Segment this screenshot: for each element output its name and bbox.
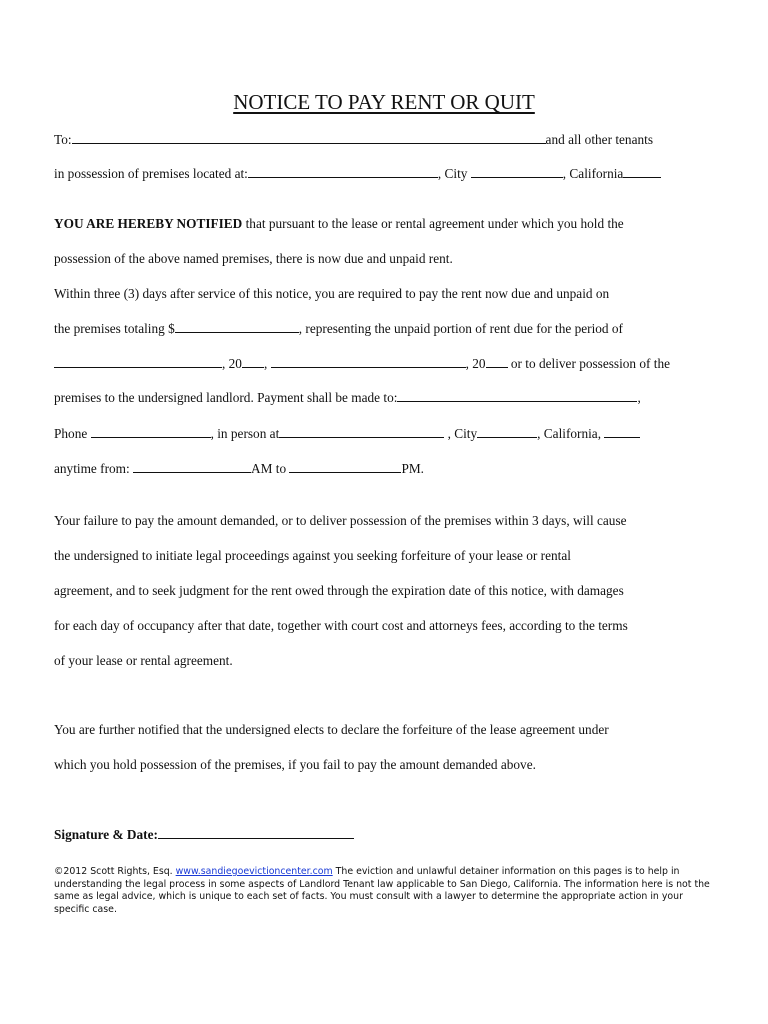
notice-line-3: Within three (3) days after service of this notice, you are required to pay the rent now due and unpaid on [54,286,610,301]
signature-blank[interactable] [158,826,354,839]
period-start-blank[interactable] [54,355,222,368]
failure-line-5: of your lease or rental agreement. [54,653,233,668]
signature-line [54,826,734,844]
footer-disclaimer: ©2012 Scott Rights, Esq. www.sandiegoevictioncenter.com The eviction and unlawful detainer information on this pages is to help in understanding the legal process in some aspects of Landlord Tenant law applicable to San Diego, California. The information here is not the same as legal advice, which is unique to each set of facts. You must consult with a lawyer to determine the appropriate action in your specific case. [54,866,710,915]
further-line-1: You are further notified that the undersigned elects to declare the forfeiture of the lease agreement under [54,722,609,737]
notice-line-8: anytime from: AM to PM. [54,461,424,476]
premises-city-blank[interactable] [471,165,563,178]
notice-line-4: the premises totaling $ , representing the unpaid portion of rent due for the period of [54,321,623,336]
in-person-address-blank[interactable] [279,425,444,438]
failure-line-1: Your failure to pay the amount demanded, or to deliver possession of the premises within 3 days, will cause [54,513,627,528]
notice-line-1: YOU ARE HEREBY NOTIFIED that pursuant to the lease or rental agreement under which you hold the [54,216,624,231]
time-from-blank[interactable] [133,460,251,473]
premises-address-blank[interactable] [248,165,438,178]
further-line-2: which you hold possession of the premises, if you fail to pay the amount demanded above. [54,757,536,772]
time-to-blank[interactable] [289,460,401,473]
notified-lead: YOU ARE HEREBY NOTIFIED [54,216,243,231]
notice-line-5: , 20 , , 20 or to deliver possession of the [54,355,734,373]
signature-label: Signature & Date: [54,827,158,842]
notice-line-7: Phone , in person at , City , California, [54,425,734,443]
period-end-blank[interactable] [271,355,466,368]
payee-blank[interactable] [397,389,637,402]
payment-zip-blank[interactable] [604,425,640,438]
premises-line: in possession of premises located at: , City , California [54,165,734,183]
premises-zip-blank[interactable] [623,165,661,178]
period-start-year-blank[interactable] [242,355,264,368]
phone-blank[interactable] [91,425,211,438]
notice-line-6: premises to the undersigned landlord. Payment shall be made to: , [54,390,641,405]
failure-line-3: agreement, and to seek judgment for the rent owed through the expiration date of this notice, with damages [54,583,624,598]
to-line: To: and all other tenants [54,132,653,147]
rent-amount-blank[interactable] [175,320,299,333]
tenant-name-blank[interactable] [72,131,546,144]
eviction-center-link[interactable]: www.sandiegoevictioncenter.com [175,866,333,877]
notice-line-2: possession of the above named premises, there is now due and unpaid rent. [54,251,453,266]
period-end-year-blank[interactable] [486,355,508,368]
payment-city-blank[interactable] [477,425,537,438]
document-title: NOTICE TO PAY RENT OR QUIT [233,90,535,114]
failure-line-4: for each day of occupancy after that date, together with court cost and attorneys fees, according to the terms [54,618,628,633]
failure-line-2: the undersigned to initiate legal proceedings against you seeking forfeiture of your lease or rental [54,548,571,563]
